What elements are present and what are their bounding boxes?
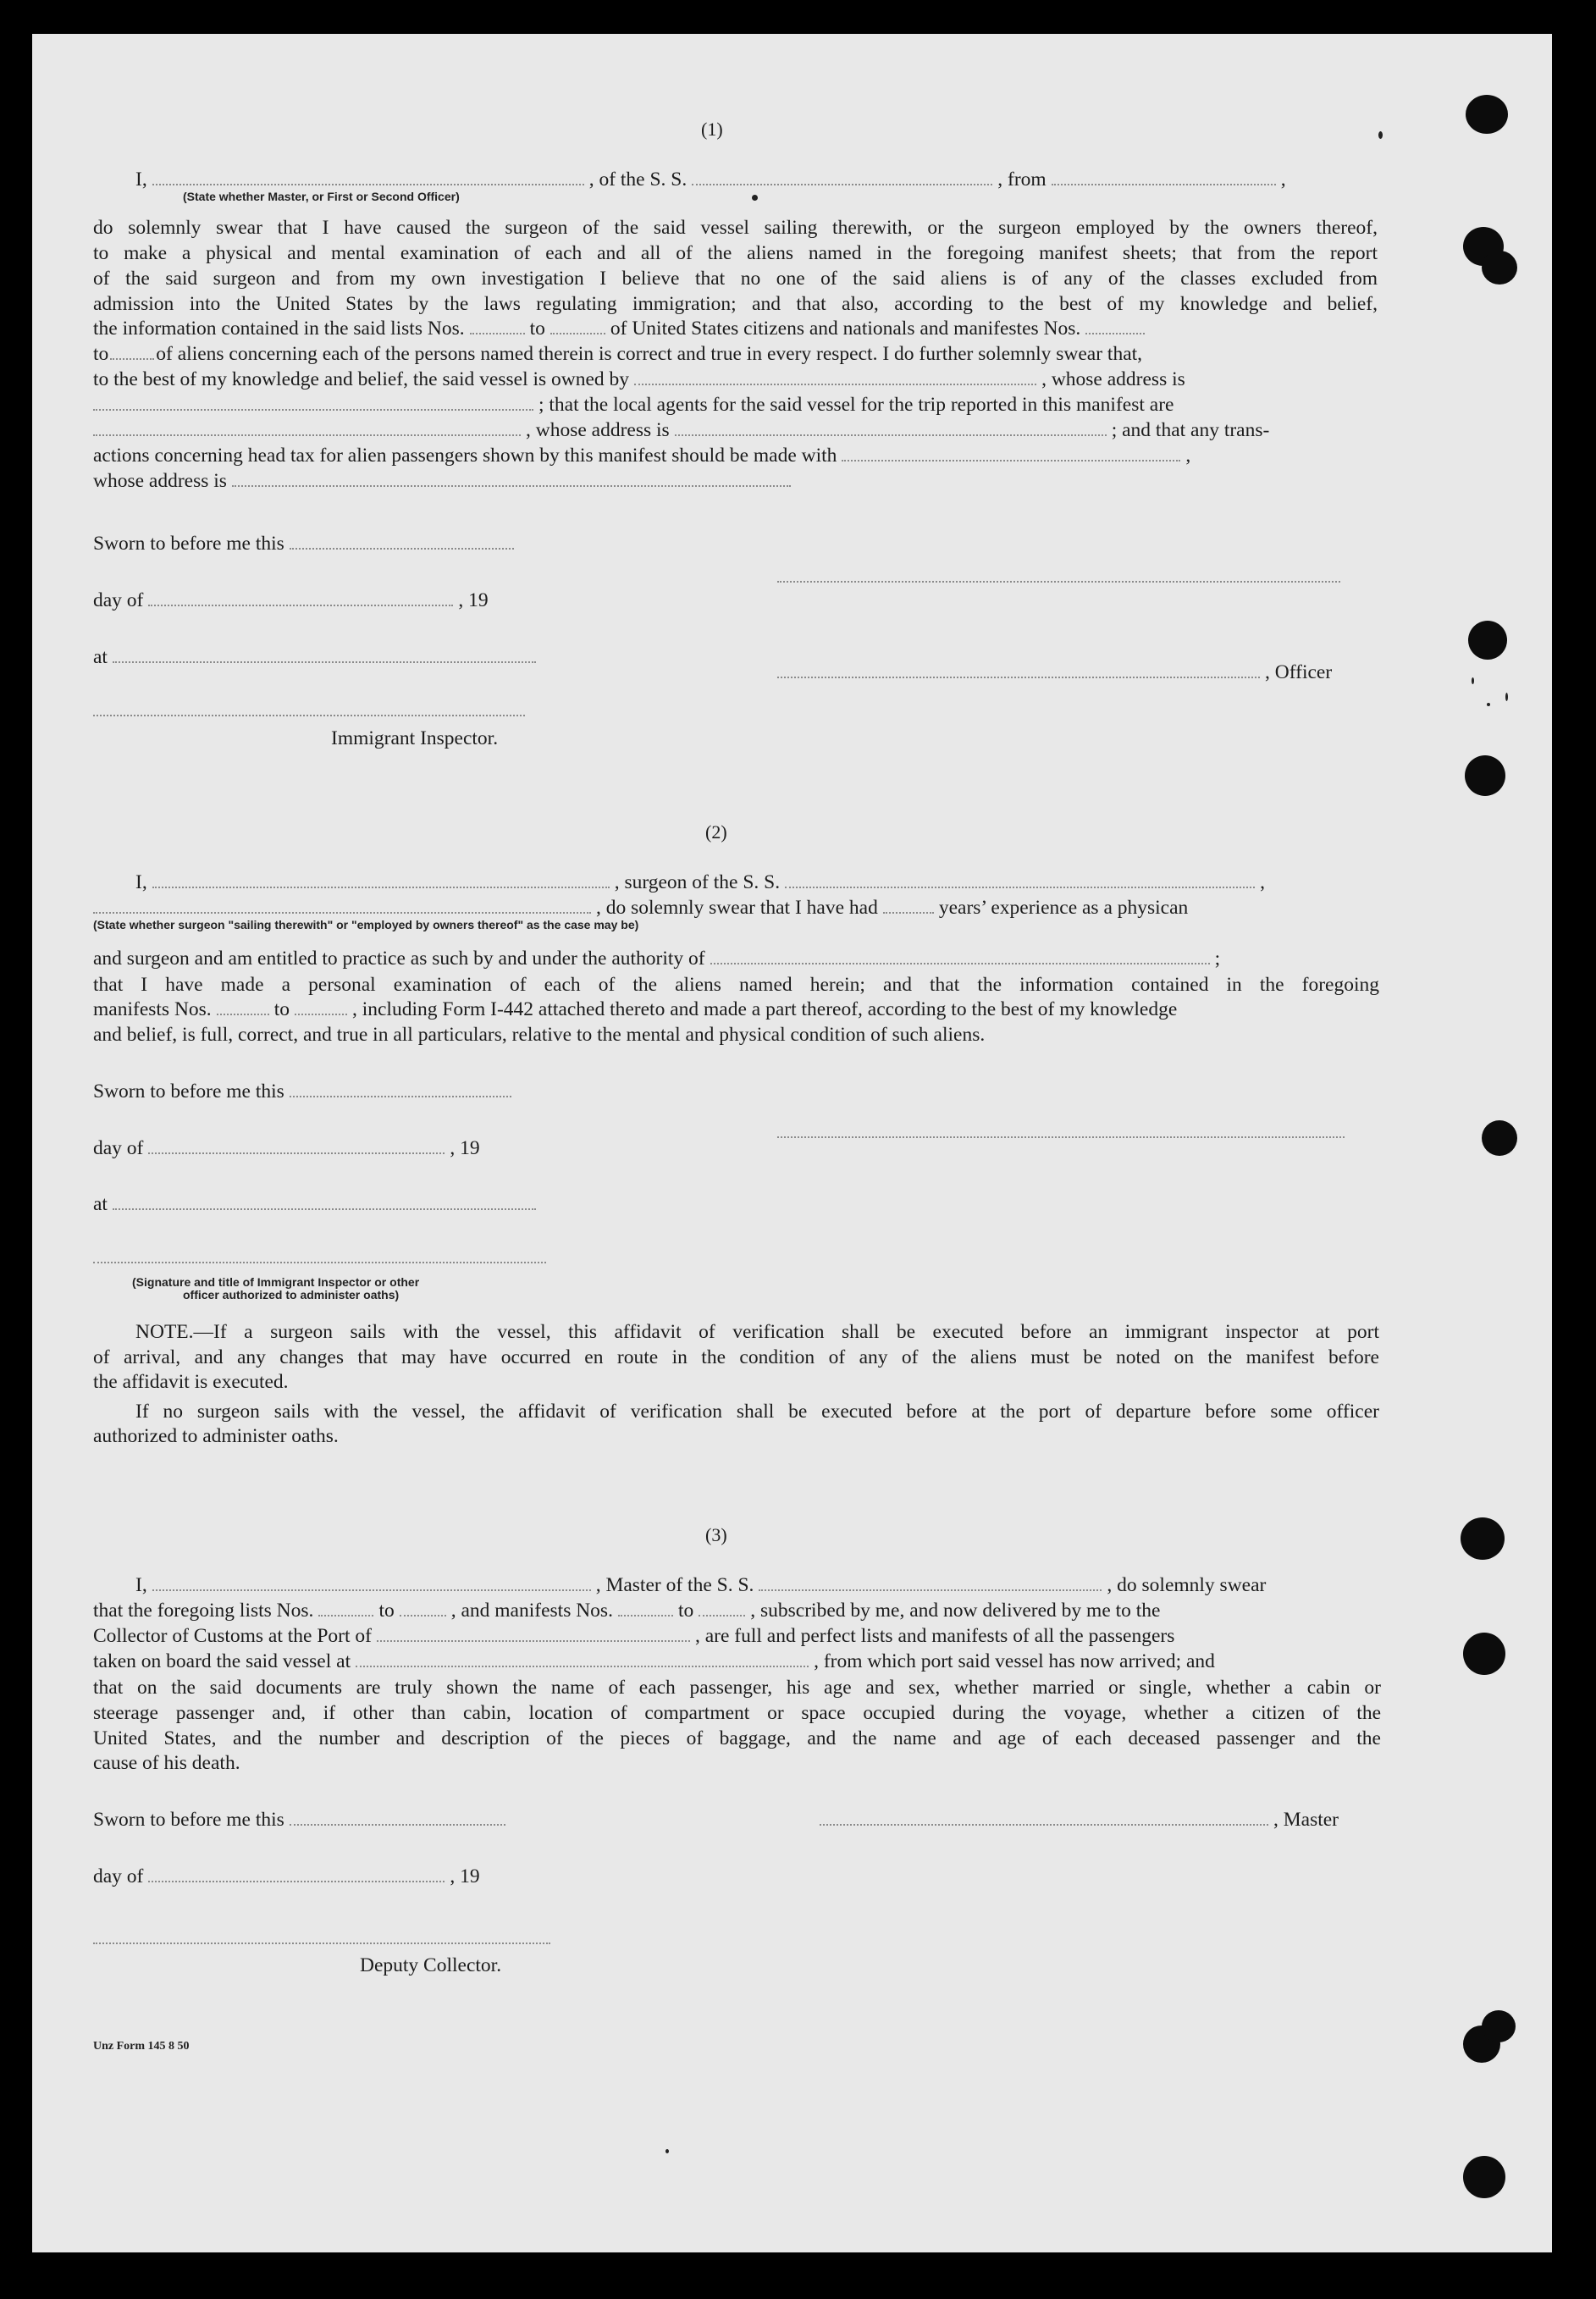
s2-day-field[interactable]: [148, 1152, 445, 1154]
s1-owner-line: to the best of my knowledge and belief, the said vessel is owned by , whose address is: [93, 368, 1185, 390]
s2-note-line: If no surgeon sails with the vessel, the affidavit of verification shall be executed before at the port of departure before some officer: [135, 1401, 1379, 1423]
s1-headtax-address-line: whose address is: [93, 469, 796, 493]
punch-hole: [1482, 1120, 1517, 1156]
s3-port-line: Collector of Customs at the Port of , are full and perfect lists and manifests of all the passengers: [93, 1625, 1175, 1647]
s1-para-line: of the said surgeon and from my own investigation I believe that no one of the said aliens is of any of the classes excluded from: [93, 268, 1378, 290]
s3-boarded-line: taken on board the said vessel at , from which port said vessel has now arrived; and: [93, 1650, 1215, 1672]
s2-authority-line: and surgeon and am entitled to practice as such by and under the authority of ;: [93, 948, 1221, 970]
s2-at-field[interactable]: [113, 1208, 536, 1210]
s1-at: at: [93, 645, 541, 669]
s2-dayof: day of , 19: [93, 1137, 480, 1159]
s1-para-line: to make a physical and mental examination of each and all of the aliens named in the foregoing manifest sheets; that from the report: [93, 242, 1378, 264]
s1-day-field[interactable]: [148, 605, 453, 606]
s1-sworn-date-field[interactable]: [290, 548, 514, 550]
agent-address-field[interactable]: [675, 434, 1107, 436]
master-signature-field[interactable]: [820, 1824, 1268, 1826]
s3-para-line: United States, and the number and description of the pieces of baggage, and the name and age of each deceased passenger and the: [93, 1727, 1381, 1749]
s2-vessel-field[interactable]: [785, 887, 1255, 888]
surgeon-name-field[interactable]: [152, 887, 610, 888]
punch-hole: [1482, 2010, 1516, 2042]
section-3-number: (3): [705, 1524, 727, 1545]
s3-para-line: cause of his death.: [93, 1752, 240, 1774]
s3-deputy-label: Deputy Collector.: [360, 1954, 502, 1976]
manifest-no-to-field[interactable]: [110, 358, 154, 360]
owner-address-field[interactable]: [93, 409, 533, 411]
s3-lists-line: that the foregoing lists Nos. to , and manifests Nos. to , subscribed by me, and now delivered by me to the: [93, 1600, 1161, 1622]
head-tax-party-field[interactable]: [842, 460, 1180, 461]
s2-line1: I, , surgeon of the S. S. ,: [135, 871, 1265, 893]
ink-speck: [1378, 131, 1383, 139]
list-no-to-field[interactable]: [550, 333, 605, 334]
s1-lists-line: the information contained in the said lists Nos. to of United States citizens and nationals and manifestes Nos.: [93, 317, 1150, 340]
surgeon-status-field[interactable]: [93, 912, 591, 914]
s3-manifest-to-field[interactable]: [699, 1615, 745, 1616]
s1-agents-line: ; that the local agents for the said vessel for the trip reported in this manifest are: [93, 393, 1174, 417]
ink-speck: [1472, 677, 1474, 684]
vessel-name-field[interactable]: [692, 184, 992, 185]
s2-manifest-to-field[interactable]: [295, 1014, 347, 1015]
s1-signature-line[interactable]: [777, 581, 1340, 583]
head-tax-address-field[interactable]: [232, 485, 791, 487]
s3-day-field[interactable]: [148, 1881, 445, 1882]
s2-manifests-line: manifests Nos. to , including Form I-442 attached thereto and made a part thereof, according to the best of my knowledge: [93, 998, 1178, 1020]
ink-speck: [1505, 693, 1508, 701]
section-1-number: (1): [701, 119, 723, 140]
s1-para-line: admission into the United States by the laws regulating immigration; and that also, according to the best of my knowledge and belief,: [93, 293, 1378, 315]
s3-master-sig: , Master: [820, 1808, 1339, 1832]
s3-line1: I, , Master of the S. S. , do solemnly swear: [135, 1574, 1267, 1596]
form-number: Unz Form 145 8 50: [93, 2040, 190, 2053]
ink-speck: [752, 195, 758, 201]
punch-hole: [1463, 2156, 1505, 2198]
s3-sworn: Sworn to before me this: [93, 1808, 511, 1832]
punch-hole: [1482, 251, 1517, 285]
s2-para-line: and belief, is full, correct, and true in all particulars, relative to the mental and physical condition of such aliens.: [93, 1024, 986, 1046]
s2-note-line: NOTE.—If a surgeon sails with the vessel, this affidavit of verification shall be executed before an immigrant inspector at port: [135, 1321, 1379, 1343]
years-field[interactable]: [883, 912, 934, 914]
local-agents-field[interactable]: [93, 434, 521, 436]
ink-speck: [1487, 703, 1490, 706]
s2-sworn: Sworn to before me this: [93, 1080, 516, 1103]
s1-officer-caption: (State whether Master, or First or Second Officer): [183, 190, 460, 203]
s1-inspector-line[interactable]: [93, 715, 525, 716]
s1-line1: I, , of the S. S. , from ,: [135, 169, 1286, 191]
form-sheet: [32, 34, 1552, 2252]
s3-manifest-from-field[interactable]: [618, 1615, 673, 1616]
from-port-field[interactable]: [1052, 184, 1276, 185]
master-name-field[interactable]: [152, 1589, 591, 1591]
s1-headtax-line: actions concerning head tax for alien passengers shown by this manifest should be made with ,: [93, 445, 1191, 467]
s2-surgeon-caption: (State whether surgeon "sailing therewith" or "employed by owners thereof" as the case may be): [93, 918, 639, 931]
s3-list-from-field[interactable]: [318, 1615, 373, 1616]
s2-note-line: authorized to administer oaths.: [93, 1425, 339, 1447]
boarding-port-field[interactable]: [356, 1666, 809, 1667]
punch-hole: [1466, 95, 1508, 134]
s2-sig-caption-2: officer authorized to administer oaths): [183, 1288, 400, 1301]
punch-hole: [1461, 1517, 1505, 1560]
manifest-no-from-field[interactable]: [1085, 333, 1145, 334]
s2-line2: , do solemnly swear that I have had years’ experience as a physican: [93, 896, 1188, 920]
punch-hole: [1463, 1633, 1505, 1675]
s3-para-line: steerage passenger and, if other than cabin, location of compartment or space occupied during the voyage, whether a citizen of the: [93, 1702, 1381, 1724]
s3-list-to-field[interactable]: [400, 1615, 446, 1616]
punch-hole: [1468, 621, 1507, 660]
s2-manifest-from-field[interactable]: [217, 1014, 269, 1015]
s2-sworn-date-field[interactable]: [290, 1096, 511, 1097]
s1-agent-address-line: , whose address is ; and that any trans-: [93, 418, 1269, 442]
ink-speck: [665, 2149, 669, 2153]
s2-signature-line[interactable]: [777, 1136, 1345, 1138]
s1-officer-sig: , Officer: [777, 660, 1332, 684]
s1-para-line: do solemnly swear that I have caused the surgeon of the said vessel sailing therewith, or the surgeon employed by the owners thereof,: [93, 217, 1378, 239]
s3-sworn-date-field[interactable]: [290, 1824, 505, 1826]
punch-hole: [1465, 755, 1505, 796]
s2-at: at: [93, 1192, 541, 1216]
s1-dayof: day of , 19: [93, 589, 489, 611]
officer-name-field[interactable]: [152, 184, 584, 185]
s2-note-line: of arrival, and any changes that may have occurred en route in the condition of any of the aliens must be noted on the manifest before: [93, 1346, 1379, 1368]
s3-para-line: that on the said documents are truly shown the name of each passenger, his age and sex, whether married or single, whether a cabin or: [93, 1677, 1381, 1699]
s2-para-line: that I have made a personal examination of each of the aliens named herein; and that the information contained in the foregoing: [93, 974, 1379, 996]
s2-inspector-line[interactable]: [93, 1262, 546, 1263]
customs-port-field[interactable]: [377, 1640, 690, 1642]
officer-signature-field[interactable]: [777, 677, 1260, 678]
s1-aliens-line: to of aliens concerning each of the persons named therein is correct and true in every respect. I do further solemnly swear that,: [93, 343, 1143, 365]
list-no-from-field[interactable]: [470, 333, 525, 334]
s3-dayof: day of , 19: [93, 1865, 480, 1887]
s1-sworn: Sworn to before me this: [93, 532, 519, 555]
s3-deputy-line[interactable]: [93, 1943, 550, 1944]
s2-sig-caption-1: (Signature and title of Immigrant Inspector or other: [132, 1275, 420, 1289]
s1-inspector-label: Immigrant Inspector.: [331, 727, 499, 749]
section-2-number: (2): [705, 821, 727, 843]
authority-field[interactable]: [710, 963, 1210, 964]
owner-field[interactable]: [634, 384, 1036, 385]
s2-note-line: the affidavit is executed.: [93, 1371, 289, 1393]
s3-vessel-field[interactable]: [759, 1589, 1102, 1591]
s1-at-field[interactable]: [113, 661, 536, 663]
